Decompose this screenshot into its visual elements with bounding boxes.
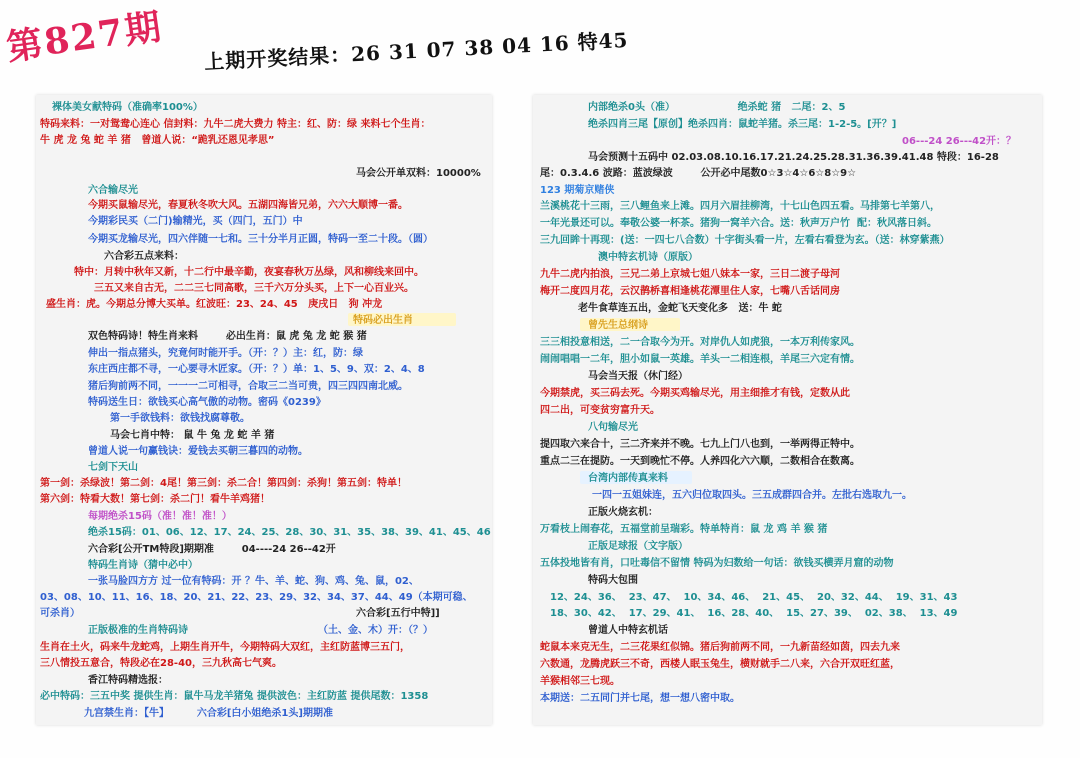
left-text-line: 六合输尽光: [88, 185, 138, 196]
left-text-line: 特中：月转中秋年又新，十二行中最辛勤，夜宴春秋万丛绿，风和柳线来回中。: [74, 267, 424, 278]
right-text-line: 梅开二度四月花，云汉鹊桥喜相逢桃花潭里住人家，七嘴八舌话同房: [540, 286, 840, 297]
left-text-line: 六合彩[五行中特]]: [356, 608, 440, 619]
right-text-line: 曾道人中特玄机话: [588, 625, 668, 636]
right-text-line: 三九回眸十再现：(送：一四七八合数）十字街头看一片，左看右看登为玄。（送：林穿紫燕）: [540, 235, 950, 246]
right-text-line: 六数通，龙腾虎跃三不奇，西楼人眠玉兔生，横财就手二八来，六合开双旺红蓝，: [540, 659, 900, 670]
left-text-line: 伸出一指点猪头，究竟何时能开手。（开：？）主：红，防：绿: [88, 348, 363, 359]
right-text-line: 蛇鼠本来克无生，二三花果红似锦。猪后狗前两不同，一九新苗经如茵，四去九来: [540, 642, 900, 653]
left-text-line: 03、08、10、11、16、18、20、21、22、23、29、32、34、37、44、49（本期可稳、: [40, 592, 473, 603]
right-text-line: 三三相投意相送，二一合取今为开。对岸仇人如虎狼，一本万利传家风。: [540, 337, 860, 348]
right-text-line: 万看枝上闹春花，五福堂前呈瑞彩。特单特肖：鼠 龙 鸡 羊 猴 猪: [540, 524, 828, 535]
right-text-line: 06---24 26---42开：？: [902, 136, 1017, 147]
right-text-line: 本期送：二五同门并七尾，想一想八密中取。: [540, 693, 740, 704]
left-text-line: 猪后狗前两不同，一一一二可相寻，合取三二当可贵，四三四四南北威。: [88, 381, 408, 392]
right-text-line: 12、24、36、 23、47、 10、34、46、 21、45、 20、32、44、 19、31、43: [550, 592, 958, 603]
right-text-line: 羊猴相邻三七现。: [540, 676, 620, 687]
right-text-line: 123 期菊京赌侠: [540, 185, 615, 196]
left-text-line: 绝杀15码：01、06、12、17、24、25、28、30、31、35、38、39、41、45、46: [88, 527, 491, 538]
right-text-line: 内部绝杀0头（准） 绝杀蛇 猪 二尾：2、5: [588, 102, 846, 113]
left-text-line: 第一手欲钱料：欲钱找腐尊敬。: [110, 413, 250, 424]
right-text-line: 曾先生总纲诗: [588, 320, 648, 331]
left-text-line: 一张马脸四方方 过一位有特码：开 ？牛、羊、蛇、狗、鸡、兔、鼠，02、: [88, 576, 419, 587]
left-text-line: 香江特码精选报：: [88, 675, 168, 686]
right-text-line: 特码大包围: [588, 575, 638, 586]
left-text-line: 今期彩民买（二门)输精光，买（四门，五门）中: [88, 216, 303, 227]
left-text-line: 第一剑：杀绿波！第二剑：4尾！第三剑：杀二合！第四剑：杀狗！第五剑：特单！: [40, 478, 407, 489]
left-text-line: 东庄西庄都不寻，一心要寻木匠家。（开：？）单：1、5、9、双：2、4、8: [88, 364, 425, 375]
left-text-line: 六合彩[公开TM特段]期期准 04----24 26--42开: [88, 544, 336, 555]
left-text-line: 第六剑：特看大数！第七剑：杀二门！看牛羊鸡猪！: [40, 494, 270, 505]
left-text-line: 今期买鼠输尽光，春夏秋冬吹大风。五湖四海皆兄弟，六六大顺博一番。: [88, 200, 408, 211]
left-text-line: 特码送生日：欲钱买心高气傲的动物。密码《0239》: [88, 397, 326, 408]
issue-number: 第827期: [3, 5, 166, 70]
right-text-line: 正版足球报（文字版）: [588, 541, 688, 552]
right-text-line: 一年光景还可以。奉敬公婆一杯茶。猪狗一窝羊六合。送：秋声万户竹 配：秋风落日斜。: [540, 218, 937, 229]
left-text-line: 盛生肖：虎。今期总分博大买单。红波旺：23、24、45 庚戌日 狗 冲龙: [46, 299, 383, 310]
right-text-line: 尾：0.3.4.6 波路：蓝波绿波 公开必中尾数0☆3☆4☆6☆8☆9☆: [540, 168, 857, 179]
left-text-line: 每期绝杀15码（准！准！准！）: [88, 511, 232, 522]
right-text-line: 八句输尽光: [588, 422, 638, 433]
right-text-line: 台湾内部传真来料: [588, 473, 668, 484]
left-text-line: 正版极准的生肖特码诗: [88, 625, 188, 636]
left-text-line: 可杀肖）: [40, 608, 80, 619]
right-text-line: 18、30、42、 17、29、41、 16、28、40、 15、27、39、 02、38、 13、49: [550, 608, 958, 619]
right-text-line: 闹闹唱唱一二年，胆小如鼠一英雄。羊头一二相连根，羊尾三六定有情。: [540, 354, 860, 365]
right-text-line: 兰溪桃花十三雨，三八鲤鱼来上滩。四月六眉挂柳湾，十七山色四五看。马排第七羊第八，: [540, 201, 940, 212]
right-text-line: 九牛二虎内拍浪，三兄二弟上京城七姐八妹本一家，三日二渡子母河: [540, 269, 840, 280]
right-text-line: 马会预测十五码中 02.03.08.10.16.17.21.24.25.28.31.36.39.41.48 特段：16-28: [588, 152, 999, 163]
right-text-line: 重点二三在提防。一天到晚忙不停。人养四化六六顺，二数相合在数离。: [540, 456, 860, 467]
last-draw-result: 上期开奖结果：26 31 07 38 04 16 特45: [203, 27, 629, 75]
left-text-line: （土、金、木）开：（？）: [318, 625, 433, 636]
right-text-line: 提四取六来合十，三二齐来并不晚。七九上门八也到，一举两得正特中。: [540, 439, 860, 450]
right-text-line: 绝杀四肖三尾【原创】绝杀四肖：鼠蛇羊猪。杀三尾：1-2-5。[开？]: [588, 119, 897, 130]
left-text-line: 马会公开单双料：10000%: [356, 168, 481, 179]
left-text-line: 必中特码：三五中奖 提供生肖：鼠牛马龙羊猪兔 提供波色：主红防蓝 提供尾数：1358: [40, 691, 429, 702]
left-text-line: 双色特码诗！特生肖来料 必出生肖：鼠 虎 兔 龙 蛇 猴 猪: [88, 331, 367, 342]
left-text-line: 马会七肖中特： 鼠 牛 兔 龙 蛇 羊 猪: [110, 430, 275, 441]
left-text-line: 牛 虎 龙 兔 蛇 羊 猪 曾道人说：“跪乳还恩见孝思”: [40, 135, 275, 146]
left-text-line: 今期买龙输尽光，四六伴随一七和。三十分半月正圆，特码一至二十段。（圆）: [88, 234, 433, 245]
left-text-line: 裸体美女献特码（准确率100%）: [52, 102, 203, 113]
left-text-line: 九宫禁生肖：【牛】 六合彩[白小姐绝杀1头]期期准: [84, 708, 333, 719]
right-text-line: 马会当天报（休门经）: [588, 371, 688, 382]
right-text-line: 五体投地皆有肖，口吐毒信不留情 特码为妇数给一句话：欲钱买横弄月窟的动物: [540, 558, 894, 569]
left-text-line: 特码生肖诗（猜中必中）: [88, 560, 198, 571]
left-text-line: 特码必出生肖: [353, 315, 413, 326]
right-text-line: 澳中特玄机诗（原版）: [598, 252, 698, 263]
left-text-line: 三八情投五意合，特段必在28-40，三九秋高七气爽。: [40, 658, 282, 669]
left-text-line: 曾道人说一句赢钱诀：爱钱去买朝三暮四的动物。: [88, 446, 308, 457]
right-text-line: 正版火烧玄机：: [588, 507, 658, 518]
right-text-line: 老牛食草连五出，金蛇飞天变化多 送：牛 蛇: [578, 303, 782, 314]
right-text-line: 一四一五姐妹连，五六归位取四头。三五成群四合并。左批右选取九一。: [592, 490, 912, 501]
right-text-line: 四二出，可变贫穷富升天。: [540, 405, 660, 416]
right-text-line: 今期禁虎，买三码去死。今期买鸡输尽光，用主细推才有钱，定数从此: [540, 388, 850, 399]
left-text-line: 七剑下天山: [88, 462, 138, 473]
left-text-line: 特码来料：一对鸳鸯心连心 信封料：九牛二虎大费力 特主：红、防：绿 来料七个生肖：: [40, 119, 431, 130]
left-text-line: 三五又来自古无，二二三七同高歌，三千六万分头买，上下一心百业兴。: [94, 283, 414, 294]
left-text-line: 生肖在土火，码来牛龙蛇鸡，上期生肖开牛，今期特码大双红，主红防蓝博三五门，: [40, 642, 410, 653]
left-text-line: 六合彩五点来料：: [104, 251, 184, 262]
